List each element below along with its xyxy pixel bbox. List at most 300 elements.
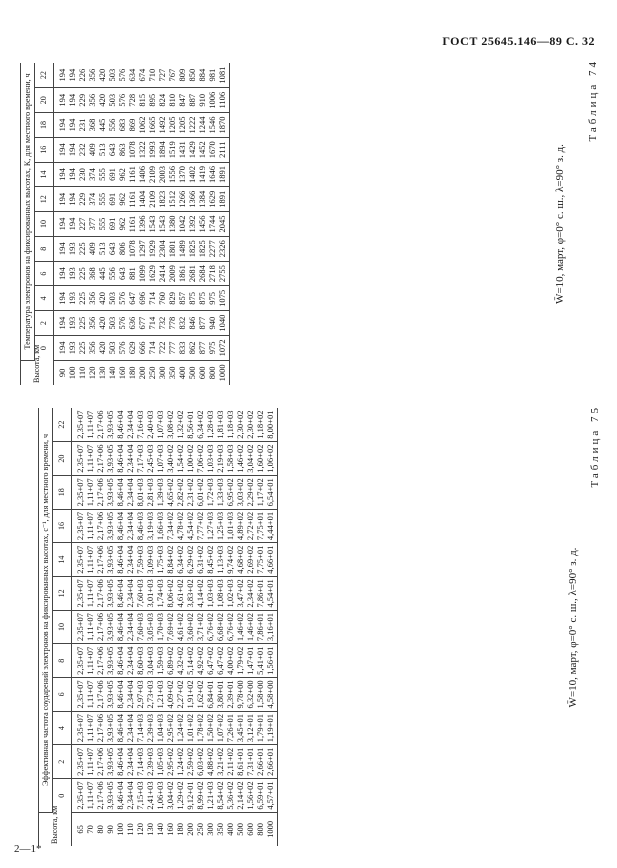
value-cell: 727: [157, 63, 167, 88]
height-cell: 600: [245, 823, 255, 836]
table-75-label: Таблица 75: [589, 405, 601, 488]
value-cell: 2,34+04: [125, 711, 135, 745]
value-cell: 556: [107, 113, 117, 138]
value-cell: 420: [97, 311, 107, 336]
value-cell: 2304: [157, 236, 167, 261]
page-footer: 2—1*: [14, 843, 42, 855]
value-cell: 3,83+02: [185, 577, 195, 611]
table-row: [97, 63, 107, 385]
value-cell: 576: [117, 63, 127, 88]
group-header: Эффективная частота соударений электронов на фиксированных высотах, с⁻¹, для местного времени, ч: [39, 408, 53, 812]
value-cell: 1081: [217, 63, 230, 88]
table-row: [165, 408, 175, 846]
table-row: [117, 63, 127, 385]
value-cell: 1,24+02: [175, 745, 185, 779]
height-column-header: Высота, км: [21, 360, 54, 385]
table-row: [207, 63, 217, 385]
value-cell: 4,54+01: [265, 577, 278, 611]
height-cell: 250: [147, 366, 157, 380]
value-cell: 8,01+03: [135, 475, 145, 509]
value-cell: 1,06+03: [155, 779, 165, 813]
value-cell: 1861: [177, 261, 187, 286]
value-cell: 2111: [217, 137, 230, 162]
value-cell: 1744: [207, 212, 217, 237]
value-cell: 1456: [197, 212, 207, 237]
value-cell: 194: [67, 137, 77, 162]
value-cell: 2,35+07: [72, 610, 86, 644]
value-cell: 555: [97, 162, 107, 187]
value-cell: 1870: [217, 113, 230, 138]
value-cell: 8,46+04: [115, 408, 125, 442]
value-cell: 1,33+03: [215, 475, 225, 509]
value-cell: 2,34+04: [125, 577, 135, 611]
value-cell: 356: [87, 335, 97, 360]
value-cell: 2,17+06: [95, 408, 105, 442]
value-cell: 1993: [147, 137, 157, 162]
table-row: [72, 408, 86, 846]
value-cell: 3,93+05: [105, 408, 115, 442]
value-cell: 1,11+07: [85, 577, 95, 611]
value-cell: 3,60+02: [185, 610, 195, 644]
value-cell: 7,26+01: [225, 711, 235, 745]
value-cell: 1,11+07: [85, 745, 95, 779]
height-cell: 140: [107, 366, 117, 380]
value-cell: 1099: [137, 261, 147, 286]
table-74-label: Таблица 74: [587, 59, 599, 142]
height-cell: 400: [177, 366, 187, 380]
value-cell: 1161: [127, 187, 137, 212]
value-cell: 1629: [147, 261, 157, 286]
value-cell: 227: [77, 212, 87, 237]
hour-column-header: 18: [53, 475, 72, 509]
value-cell: 1452: [197, 137, 207, 162]
hour-column-header: 6: [53, 678, 72, 712]
height-cell: 300: [157, 366, 167, 380]
value-cell: 1,59+03: [155, 644, 165, 678]
value-cell: 2,45+03: [145, 442, 155, 476]
value-cell: 356: [87, 88, 97, 113]
value-cell: 2009: [167, 261, 177, 286]
value-cell: 1,79+02: [235, 644, 245, 678]
value-cell: 1384: [197, 187, 207, 212]
hour-column-header: 0: [53, 779, 72, 813]
value-cell: 6,01+02: [195, 475, 205, 509]
value-cell: 194: [54, 335, 68, 360]
table-75-subtitle: W̄=10, март, φ=0° с. ш., λ=90° з. д.: [567, 547, 579, 708]
value-cell: 2,81+03: [145, 475, 155, 509]
value-cell: 1,60+02: [255, 442, 265, 476]
value-cell: 2,17+06: [95, 745, 105, 779]
value-cell: 2,73+03: [145, 678, 155, 712]
value-cell: 857: [177, 286, 187, 311]
value-cell: 6,34+02: [175, 543, 185, 577]
value-cell: 4,09+02: [165, 678, 175, 712]
value-cell: 5,41+01: [255, 644, 265, 678]
value-cell: 778: [167, 311, 177, 336]
value-cell: 7,75+01: [255, 543, 265, 577]
value-cell: 1042: [177, 212, 187, 237]
value-cell: 847: [177, 88, 187, 113]
value-cell: 6,76+02: [205, 610, 215, 644]
value-cell: 2,34+04: [125, 442, 135, 476]
value-cell: 9,78+00: [235, 678, 245, 712]
value-cell: 1006: [207, 88, 217, 113]
value-cell: 2,34+04: [125, 644, 135, 678]
value-cell: 1,47+01: [245, 644, 255, 678]
value-cell: 4,54+02: [185, 509, 195, 543]
value-cell: 881: [127, 261, 137, 286]
value-cell: 862: [187, 335, 197, 360]
value-cell: 696: [137, 286, 147, 311]
value-cell: 193: [67, 261, 77, 286]
hour-column-header: 14: [35, 162, 54, 187]
hour-column-header: 10: [53, 610, 72, 644]
height-cell: 1000: [265, 812, 278, 846]
value-cell: 5,36+02: [225, 779, 235, 813]
value-cell: 409: [87, 236, 97, 261]
value-cell: 193: [67, 335, 77, 360]
value-cell: 3,93+05: [105, 644, 115, 678]
value-cell: 503: [107, 63, 117, 88]
value-cell: 194: [67, 88, 77, 113]
value-cell: 975: [207, 286, 217, 311]
value-cell: 6,89+02: [165, 644, 175, 678]
value-cell: 1801: [167, 236, 177, 261]
value-cell: 3,01+03: [145, 577, 155, 611]
value-cell: 225: [77, 286, 87, 311]
value-cell: 1825: [187, 236, 197, 261]
value-cell: 2,27+02: [175, 678, 185, 712]
table-row: [67, 63, 77, 385]
value-cell: 3,16+01: [265, 610, 278, 644]
value-cell: 194: [54, 137, 68, 162]
value-cell: 1,46+02: [235, 610, 245, 644]
hour-column-header: 14: [53, 543, 72, 577]
value-cell: 1396: [137, 212, 147, 237]
value-cell: 194: [67, 187, 77, 212]
value-cell: 3,21+02: [215, 745, 225, 779]
value-cell: 2,29+02: [245, 475, 255, 509]
value-cell: 8,60+03: [135, 644, 145, 678]
value-cell: 8,84+02: [165, 543, 175, 577]
value-cell: 513: [97, 236, 107, 261]
height-cell: 160: [117, 366, 127, 380]
value-cell: 2,17+06: [95, 509, 105, 543]
height-cell: 350: [167, 366, 177, 380]
value-cell: 850: [187, 63, 197, 88]
table-row: [175, 408, 185, 846]
value-cell: 368: [87, 113, 97, 138]
value-cell: 714: [147, 286, 157, 311]
value-cell: 1825: [197, 236, 207, 261]
value-cell: 194: [67, 113, 77, 138]
value-cell: 2,34+04: [125, 610, 135, 644]
hour-column-header: 2: [53, 745, 72, 779]
value-cell: 1489: [177, 236, 187, 261]
table-74: [20, 63, 230, 385]
value-cell: 975: [207, 335, 217, 360]
value-cell: 7,15+03: [135, 779, 145, 813]
value-cell: 7,34+02: [165, 509, 175, 543]
value-cell: 1,27+03: [205, 509, 215, 543]
value-cell: 1,56+02: [245, 779, 255, 813]
value-cell: 714: [147, 311, 157, 336]
value-cell: 2,69+02: [245, 543, 255, 577]
value-cell: 1106: [217, 88, 230, 113]
height-cell: 65: [75, 825, 85, 834]
value-cell: 4,68+02: [235, 543, 245, 577]
value-cell: 1266: [177, 187, 187, 212]
value-cell: 1,05+03: [155, 745, 165, 779]
value-cell: 2,17+06: [95, 475, 105, 509]
value-cell: 2,35+07: [72, 475, 86, 509]
value-cell: 503: [107, 88, 117, 113]
table-row: [127, 63, 137, 385]
value-cell: 3,47+02: [235, 577, 245, 611]
value-cell: 194: [54, 286, 68, 311]
value-cell: 232: [77, 137, 87, 162]
value-cell: 1,17+02: [255, 475, 265, 509]
value-cell: 374: [87, 162, 97, 187]
value-cell: 3,03+02: [235, 475, 245, 509]
value-cell: 2,34+04: [125, 745, 135, 779]
height-cell: 1000: [217, 360, 230, 385]
table-row: [54, 63, 68, 385]
value-cell: 1322: [137, 137, 147, 162]
value-cell: 1546: [207, 113, 217, 138]
table-row: [155, 408, 165, 846]
value-cell: 683: [117, 113, 127, 138]
value-cell: 3,93+05: [105, 442, 115, 476]
value-cell: 2755: [217, 261, 230, 286]
value-cell: 887: [187, 88, 197, 113]
value-cell: 1929: [147, 236, 157, 261]
value-cell: 6,84+01: [205, 678, 215, 712]
value-cell: 1,11+07: [85, 711, 95, 745]
value-cell: 230: [77, 162, 87, 187]
value-cell: 8,46+04: [115, 610, 125, 644]
value-cell: 2,17+06: [95, 543, 105, 577]
value-cell: 225: [77, 335, 87, 360]
table-row: [85, 408, 95, 846]
value-cell: 193: [67, 236, 77, 261]
height-cell: 140: [155, 823, 165, 836]
value-cell: 1161: [127, 162, 137, 187]
value-cell: 1205: [167, 113, 177, 138]
value-cell: 1891: [217, 162, 230, 187]
value-cell: 576: [117, 88, 127, 113]
hour-column-header: 20: [35, 88, 54, 113]
value-cell: 2,95+02: [165, 711, 175, 745]
value-cell: 9,74+02: [225, 543, 235, 577]
value-cell: 7,75+01: [255, 509, 265, 543]
value-cell: 513: [97, 137, 107, 162]
value-cell: 691: [107, 212, 117, 237]
value-cell: 1062: [137, 113, 147, 138]
height-cell: 800: [207, 366, 217, 380]
value-cell: 503: [107, 286, 117, 311]
table-row: [135, 408, 145, 846]
value-cell: 806: [117, 236, 127, 261]
height-column-header: Высота, км: [39, 812, 72, 846]
value-cell: 194: [67, 212, 77, 237]
value-cell: 2,66+01: [265, 745, 278, 779]
value-cell: 2414: [157, 261, 167, 286]
value-cell: 2045: [217, 212, 230, 237]
table-row: [177, 63, 187, 385]
value-cell: 4,92+02: [195, 644, 205, 678]
value-cell: 229: [77, 187, 87, 212]
value-cell: 3,05+03: [145, 610, 155, 644]
value-cell: 1,25+03: [215, 509, 225, 543]
value-cell: 1,32+02: [175, 408, 185, 442]
value-cell: 2,11+02: [225, 745, 235, 779]
value-cell: 1823: [157, 187, 167, 212]
value-cell: 1380: [167, 212, 177, 237]
hour-column-header: 18: [35, 113, 54, 138]
hour-column-header: 12: [35, 187, 54, 212]
value-cell: 1161: [127, 212, 137, 237]
value-cell: 445: [97, 113, 107, 138]
value-cell: 4,89+02: [235, 509, 245, 543]
value-cell: 1543: [157, 212, 167, 237]
table-row: [245, 408, 255, 846]
height-cell: 110: [125, 823, 135, 836]
value-cell: 194: [67, 162, 77, 187]
value-cell: 1543: [147, 212, 157, 237]
table-row: [87, 63, 97, 385]
value-cell: 832: [177, 311, 187, 336]
value-cell: 1,11+07: [85, 610, 95, 644]
value-cell: 1,46+02: [245, 610, 255, 644]
height-cell: 160: [165, 823, 175, 836]
value-cell: 1,01+03: [225, 509, 235, 543]
value-cell: 1,06+02: [265, 442, 278, 476]
value-cell: 3,04+02: [165, 779, 175, 813]
table-row: [225, 408, 235, 846]
value-cell: 6,34+02: [195, 408, 205, 442]
value-cell: 1406: [137, 162, 147, 187]
value-cell: 2,35+07: [72, 644, 86, 678]
hour-column-header: 2: [35, 311, 54, 336]
value-cell: 1244: [197, 113, 207, 138]
value-cell: 1,21+03: [155, 678, 165, 712]
value-cell: 193: [67, 311, 77, 336]
value-cell: 2,14+02: [235, 779, 245, 813]
value-cell: 194: [54, 187, 68, 212]
value-cell: 4,14+02: [195, 577, 205, 611]
table-row: [235, 408, 245, 846]
value-cell: 643: [107, 137, 117, 162]
value-cell: 1,03+03: [205, 577, 215, 611]
value-cell: 1,54+02: [175, 442, 185, 476]
value-cell: 1075: [217, 286, 230, 311]
value-cell: 2,82+02: [175, 475, 185, 509]
value-cell: 1078: [127, 137, 137, 162]
value-cell: 1646: [207, 162, 217, 187]
value-cell: 555: [97, 187, 107, 212]
table-row: [205, 408, 215, 846]
value-cell: 3,93+05: [105, 475, 115, 509]
value-cell: 2,35+07: [72, 442, 86, 476]
height-cell: 120: [135, 823, 145, 836]
value-cell: 2,59+02: [185, 745, 195, 779]
table-row: [255, 408, 265, 846]
value-cell: 1297: [137, 236, 147, 261]
value-cell: 2277: [207, 236, 217, 261]
height-cell: 600: [197, 366, 207, 380]
value-cell: 1,11+07: [85, 779, 95, 813]
value-cell: 3,08+02: [165, 408, 175, 442]
value-cell: 732: [157, 311, 167, 336]
value-cell: 1,11+07: [85, 509, 95, 543]
value-cell: 2,34+02: [245, 577, 255, 611]
value-cell: 1040: [217, 311, 230, 336]
value-cell: 420: [97, 88, 107, 113]
value-cell: 634: [127, 63, 137, 88]
hour-column-header: 16: [53, 509, 72, 543]
value-cell: 1629: [207, 187, 217, 212]
value-cell: 3,93+05: [105, 577, 115, 611]
table-row: [115, 408, 125, 846]
value-cell: 1,50+02: [205, 711, 215, 745]
value-cell: 7,16+03: [135, 408, 145, 442]
height-cell: 500: [235, 823, 245, 836]
table-row: [125, 408, 135, 846]
value-cell: 824: [157, 88, 167, 113]
value-cell: 1,72+03: [205, 475, 215, 509]
value-cell: 1,58+03: [225, 442, 235, 476]
value-cell: 6,32+00: [245, 678, 255, 712]
value-cell: 2718: [207, 261, 217, 286]
value-cell: 409: [87, 137, 97, 162]
value-cell: 1,03+03: [205, 442, 215, 476]
value-cell: 8,46+03: [135, 509, 145, 543]
value-cell: 1,74+03: [155, 577, 165, 611]
value-cell: 555: [97, 212, 107, 237]
value-cell: 6,76+02: [225, 610, 235, 644]
value-cell: 4,61+02: [175, 577, 185, 611]
value-cell: 6,47+02: [205, 644, 215, 678]
value-cell: 3,93+05: [105, 711, 115, 745]
height-cell: 100: [67, 366, 77, 380]
hour-column-header: 22: [53, 408, 72, 442]
value-cell: 2,17+06: [95, 644, 105, 678]
hour-column-header: 22: [35, 63, 54, 88]
height-cell: 350: [215, 823, 225, 836]
hour-column-header: 16: [35, 137, 54, 162]
table-row: [265, 408, 278, 846]
table-75: [38, 408, 278, 846]
value-cell: 374: [87, 187, 97, 212]
value-cell: 7,60+03: [135, 610, 145, 644]
value-cell: 2,34+04: [125, 779, 135, 813]
value-cell: 1404: [137, 187, 147, 212]
value-cell: 666: [137, 335, 147, 360]
value-cell: 962: [117, 187, 127, 212]
value-cell: 2684: [197, 261, 207, 286]
value-cell: 1,11+07: [85, 442, 95, 476]
value-cell: 194: [54, 236, 68, 261]
table-row: [215, 408, 225, 846]
value-cell: 3,93+05: [105, 543, 115, 577]
value-cell: 1,18+02: [255, 408, 265, 442]
value-cell: 728: [127, 88, 137, 113]
value-cell: 2,34+04: [125, 543, 135, 577]
value-cell: 3,80+01: [215, 678, 225, 712]
value-cell: 809: [177, 63, 187, 88]
value-cell: 2,41+03: [145, 779, 155, 813]
